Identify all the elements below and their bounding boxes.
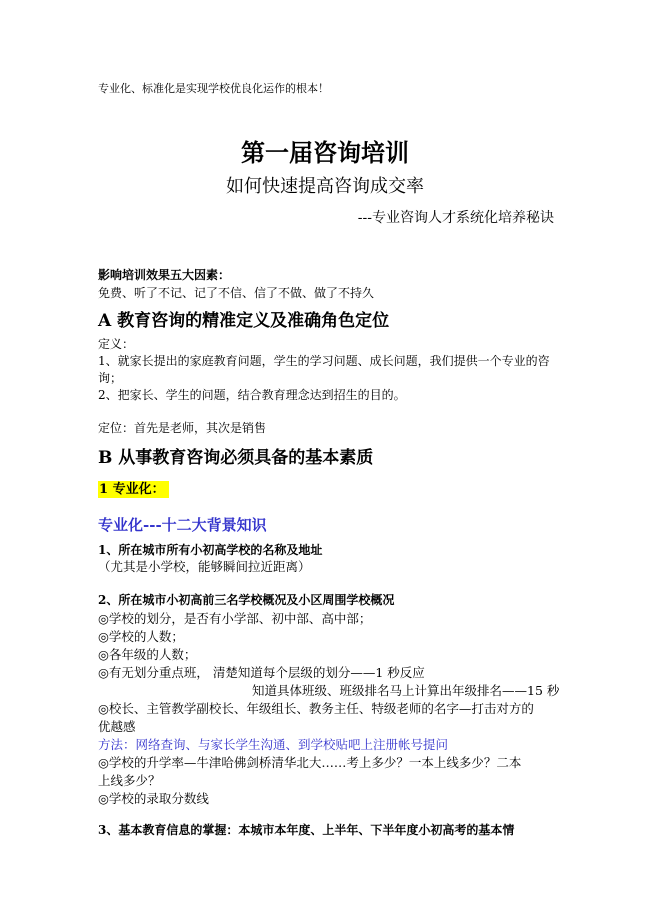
section-b-heading: B 从事教育咨询必须具备的基本素质 (98, 448, 374, 468)
page-title: 第一届咨询培训 (241, 138, 409, 167)
positioning: 定位：首先是老师，其次是销售 (98, 421, 267, 435)
list-item: ◎学校的升学率—牛津哈佛剑桥清华北大……考上多少？一本上线多少？二本 (98, 755, 522, 770)
twelve-knowledge-title: 专业化---十二大背景知识 (98, 516, 267, 534)
list-item: ◎校长、主管教学副校长、年级组长、教务主任、特级老师的名字—打击对方的 (98, 701, 534, 716)
list-item: ◎学校的录取分数线 (98, 791, 209, 806)
section-a-heading: A 教育咨询的精准定义及准确角色定位 (98, 311, 390, 331)
item-1-title: 1、所在城市所有小初高学校的名称及地址 (98, 543, 323, 557)
definition-1-line2: 询； (98, 371, 123, 385)
tagline: 专业化、标准化是实现学校优良化运作的根本！ (98, 82, 329, 95)
list-item: ◎学校的划分，是否有小学部、初中部、高中部； (98, 611, 372, 626)
item-2-title: 2、所在城市小初高前三名学校概况及小区周围学校概况 (98, 593, 395, 607)
item-1-note: （尤其是小学校，能够瞬间拉近距离） (98, 559, 311, 574)
factors-heading: 影响培训效果五大因素： (98, 268, 231, 282)
definition-2: 2、把家长、学生的问题，结合教育理念达到招生的目的。 (98, 388, 406, 402)
item-3-title: 3、基本教育信息的掌握：本城市本年度、上半年、下半年度小初高考的基本情 (98, 823, 515, 837)
list-item: 优越感 (98, 719, 136, 734)
factors-text: 免费、听了不记、记了不信、信了不做、做了不持久 (98, 286, 375, 300)
page-subtitle: 如何快速提高咨询成交率 (226, 176, 424, 197)
sub-heading-1: 1 专业化： (98, 481, 169, 498)
list-item: ◎有无划分重点班， 清楚知道每个层级的划分——1 秒反应 (98, 665, 425, 680)
list-item: ◎学校的人数； (98, 629, 184, 644)
method-line: 方法：网络查询、与家长学生沟通、到学校贴吧上注册帐号提问 (98, 737, 449, 752)
list-item: 知道具体班级、班级排名马上计算出年级排名——15 秒 (252, 683, 560, 698)
sub-heading-highlight (98, 478, 169, 497)
list-item: ◎各年级的人数； (98, 647, 197, 662)
list-item: 上线多少？ (98, 773, 161, 788)
byline: ---专业咨询人才系统化培养秘诀 (357, 210, 554, 226)
definition-1-line1: 1、就家长提出的家庭教育问题，学生的学习问题、成长问题，我们提供一个专业的咨 (98, 354, 550, 368)
definition-label: 定义： (98, 337, 135, 351)
